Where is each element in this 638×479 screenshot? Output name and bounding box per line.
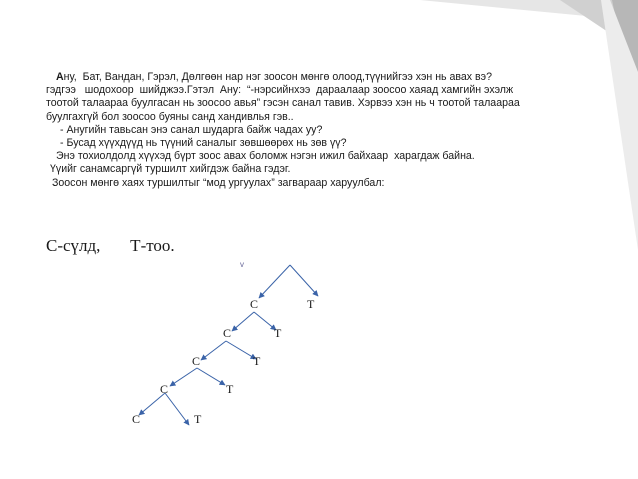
question-1: - Ануги͏йн тавьсан энэ санал шударга байж чадах уу?: [60, 123, 323, 136]
question-2: - Бусад хүүхдүүд нь түүний саналыг зөвшөөрөх нь зөв үү?: [60, 137, 347, 150]
level-5-right-label: Т: [194, 412, 202, 426]
level-3-right-label: Т: [253, 354, 261, 368]
branch-3-left: [201, 341, 226, 360]
text-line-4: буулгахгүй бол зоосоо буяны санд хандивлья гэв..: [46, 110, 294, 123]
legend: С-сүлд, Т-тоо.: [46, 236, 175, 255]
level-2-left-label: С: [223, 326, 232, 340]
level-2-right-label: Т: [274, 326, 282, 340]
branch-1-right: [290, 265, 318, 296]
branch-2-left: [232, 312, 254, 331]
branch-5-left: [139, 393, 165, 415]
text-line-7: Энэ тохиолдолд хүүхэд бүрт зоос авах боломж нэгэн ижил байхаар харагдаж байна.: [56, 150, 475, 163]
branch-3-right: [226, 341, 256, 359]
level-3-left-label: С: [192, 354, 201, 368]
branch-5-right: [165, 393, 189, 425]
text-line-3: тоотой талаараа буулгасан нь зоосоо авья” гэсэн санал тавив. Хэрвээ хэн нь ч тоотой талаараа: [46, 97, 520, 110]
tree-labels: [132, 297, 315, 426]
tree-branches: [139, 265, 318, 425]
level-4-right-label: Т: [226, 382, 234, 396]
first-letter: А: [56, 71, 64, 83]
level-1-left-label: С: [250, 297, 259, 311]
branch-4-right: [197, 368, 225, 385]
tree-root-mark: v: [240, 260, 244, 269]
level-4-left-label: С: [160, 382, 169, 396]
branch-2-right: [254, 312, 276, 330]
level-1-right-label: Т: [307, 297, 315, 311]
level-5-left-label: С: [132, 412, 141, 426]
text-line-9: Зоосон мөнгө хаях туршилтыг “мод ургуулах” загвараар харуулбал:: [52, 176, 385, 189]
text-line-2: гэдгээ шодохоор шийджээ.Гэтэл Ану: “-нэрсийнхээ дараалаар зоосоо хаяад хамгийн эхэлж: [46, 84, 514, 97]
text-line-8: Үүийг санамсаргүй туршилт хийгдэж байна гэдэг.: [50, 163, 291, 176]
text-line-1-content: ну, Бат, Вандан, Гэрэл, Дөлгөөн нар нэг зоосон мөнгө олоод,түүнийгээ хэн нь авах вэ?: [63, 71, 492, 83]
branch-1-left: [259, 265, 290, 298]
branch-4-left: [170, 368, 197, 386]
